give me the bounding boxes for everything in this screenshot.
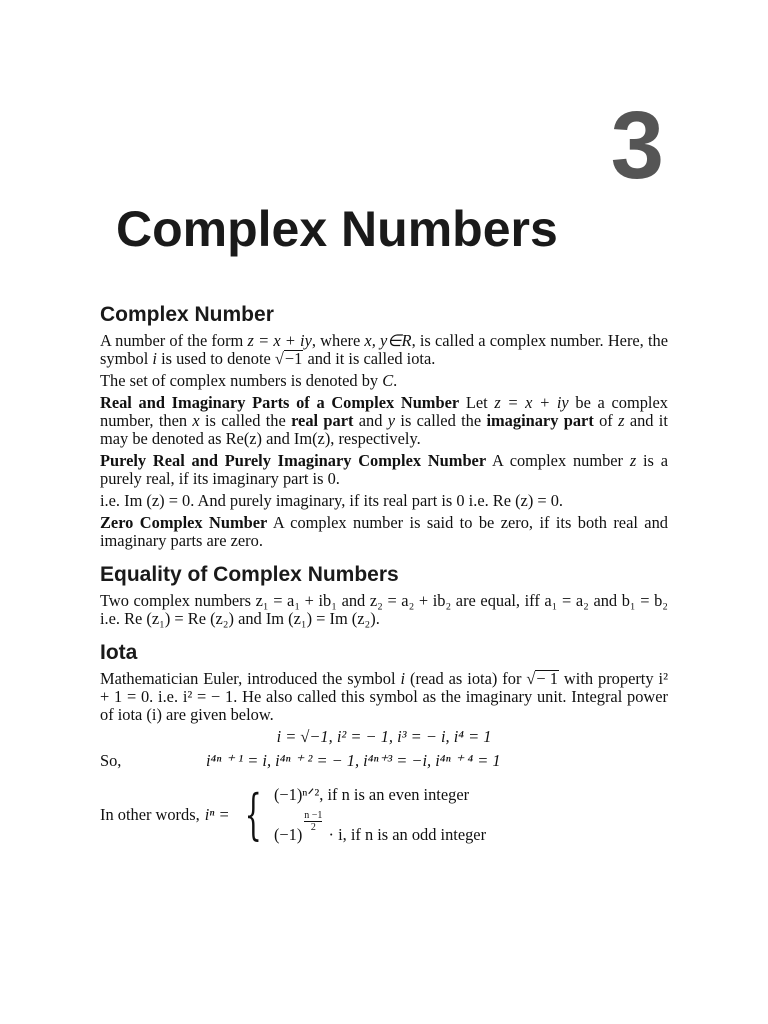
paragraph-real-imaginary-parts: Real and Imaginary Parts of a Complex Number Let z = x + iy be a complex number, then x is called the real part and y is called the imaginary part of z and it may be denoted as Re(z) and Im(z), respectively.	[100, 393, 668, 448]
paragraph-set-notation: The set of complex numbers is denoted by C.	[100, 371, 398, 390]
paragraph-definition: A number of the form z = x + iy, where x, y∈R, is called a complex number. Here, the symbol i is used to denote √−1 and it is called iota.	[100, 331, 668, 368]
paragraph-iota: Mathematician Euler, introduced the symbol i (read as iota) for √− 1 with property i² + 1 = 0. i.e. i² = − 1. He also called this symbol as the imaginary unit. Integral power of iota (i) are given below.	[100, 669, 668, 724]
piecewise-lhs: iⁿ =	[204, 805, 230, 824]
section-heading-equality: Equality of Complex Numbers	[100, 563, 399, 586]
paragraph-zero-complex: Zero Complex Number A complex number is said to be zero, if its both real and imaginary parts are zero.	[100, 513, 668, 550]
paragraph-purely-imaginary: i.e. Im (z) = 0. And purely imaginary, if its real part is 0 i.e. Re (z) = 0.	[100, 491, 564, 510]
paragraph-purely-real-imaginary: Purely Real and Purely Imaginary Complex Number A complex number z is a purely real, if its imaginary part is 0.	[100, 451, 668, 488]
left-brace-icon: {	[244, 783, 262, 846]
page-body	[100, 302, 668, 850]
sqrt-expression: −1	[284, 349, 303, 368]
so-label: So,	[100, 751, 122, 770]
chapter-number: 3	[610, 92, 664, 199]
case-even: (−1)ⁿᐟ², if n is an even integer	[273, 785, 470, 804]
case-odd: (−1) $\frac{n -1}{2}$ · i, if n is an odd integer	[273, 810, 487, 844]
sqrt-expression: − 1	[536, 669, 558, 688]
paragraph-equality: Two complex numbers z₁ = a₁ + ib₁ and z₂ = a₂ + ib₂ are equal, iff a₁ = a₂ and b₁ = b₂ i.e. Re (z₁) = Re (z₂) and Im (z₁) = Im (z₂).	[100, 591, 668, 628]
chapter-title: Complex Numbers	[116, 201, 558, 257]
section-heading-iota: Iota	[100, 641, 138, 664]
section-heading-complex-number: Complex Number	[100, 303, 274, 326]
equation-iota-powers: i = √−1, i² = − 1, i³ = − i, i⁴ = 1	[276, 727, 492, 746]
fraction-exponent: $\frac{n -1}{2}$	[304, 810, 323, 833]
equation-general-powers: So, i⁴ⁿ ⁺ ¹ = i, i⁴ⁿ ⁺ ² = − 1, i⁴ⁿ⁺³ = −i, i⁴ⁿ ⁺ ⁴ = 1	[100, 751, 501, 770]
in-other-words-label: In other words,	[100, 805, 200, 824]
piecewise-definition	[100, 780, 668, 850]
